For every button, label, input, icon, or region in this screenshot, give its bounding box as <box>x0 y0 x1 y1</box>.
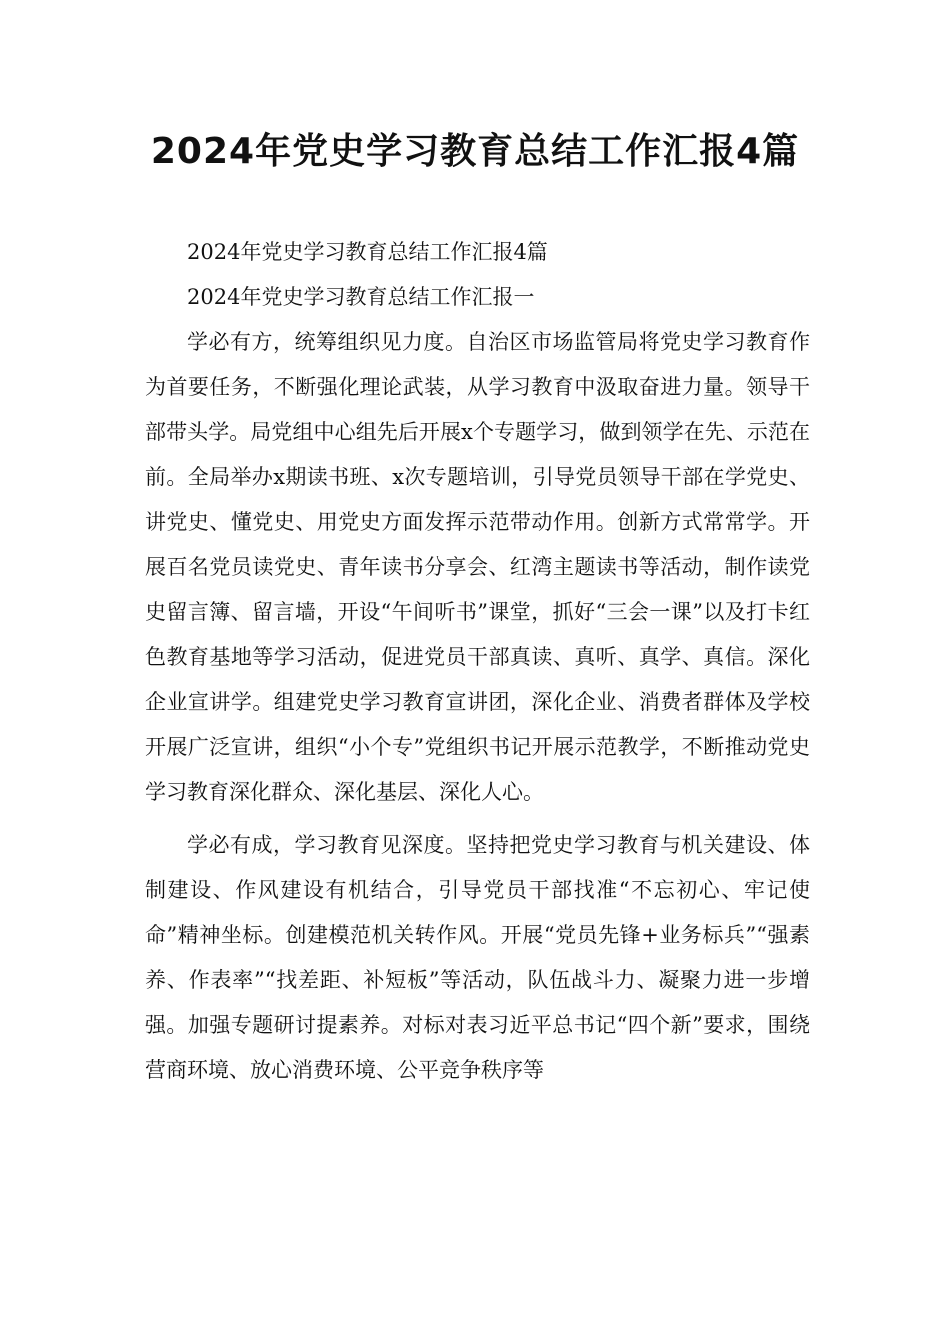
body-paragraph-1: 学必有方，统筹组织见力度。自治区市场监管局将党史学习教育作为首要任务，不断强化理论武装，从学习教育中汲取奋进力量。领导干部带头学。局党组中心组先后开展x个专题学习，做到领学在先、示范在前。全局举办x期读书班、x次专题培训，引导党员领导干部在学党史、讲党史、懂党史、用党史方面发挥示范带动作用。创新方式常常学。开展百名党员读党史、青年读书分享会、红湾主题读书等活动，制作读党史留言簿、留言墙，开设“午间听书”课堂，抓好“三会一课”以及打卡红色教育基地等学习活动，促进党员干部真读、真听、真学、真信。深化企业宣讲学。组建党史学习教育宣讲团，深化企业、消费者群体及学校开展广泛宣讲，组织“小个专”党组织书记开展示范教学，不断推动党史学习教育深化群众、深化基层、深化人心。 <box>145 330 810 804</box>
subtitle-paragraph: 2024年党史学习教育总结工作汇报4篇 <box>187 240 548 264</box>
document-body <box>145 230 810 1093</box>
body-paragraph-2: 学必有成，学习教育见深度。坚持把党史学习教育与机关建设、体制建设、作风建设有机结合，引导党员干部找准“不忘初心、牢记使命”精神坐标。创建模范机关转作风。开展“党员先锋+业务标兵”“强素养、作表率”“找差距、补短板”等活动，队伍战斗力、凝聚力进一步增强。加强专题研讨提素养。对标对表习近平总书记“四个新”要求，围绕营商环境、放心消费环境、公平竞争秩序等 <box>145 833 810 1082</box>
section-heading: 2024年党史学习教育总结工作汇报一 <box>187 285 535 309</box>
document-title: 2024年党史学习教育总结工作汇报4篇 <box>150 131 800 172</box>
